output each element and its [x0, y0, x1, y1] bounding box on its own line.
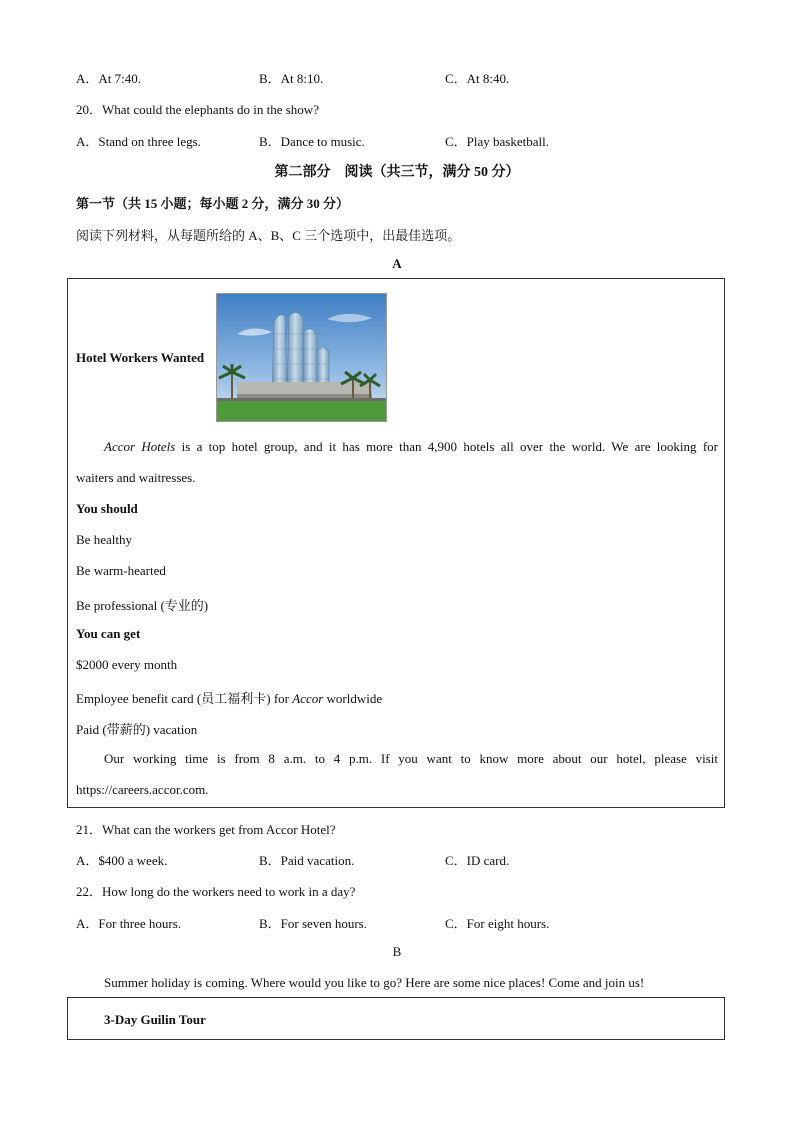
q19-option-c: C．At 8:40. [445, 71, 510, 86]
q20-option-b: B．Dance to music. [259, 134, 365, 149]
should-item-warm-hearted: Be warm-hearted [76, 563, 166, 578]
you-can-get-heading: You can get [76, 626, 141, 641]
get-item-benefit-card: Employee benefit card (员工福利卡) for Accor worldwide [76, 691, 383, 706]
passage-a-letter: A [392, 256, 402, 271]
should-item-healthy: Be healthy [76, 532, 132, 547]
q21-option-b: B．Paid vacation. [259, 853, 355, 868]
get-item-paid-vacation: Paid (带薪的) vacation [76, 722, 198, 737]
passage-a-heading: Hotel Workers Wanted [76, 350, 205, 365]
q21-question: 21．What can the workers get from Accor Hotel? [76, 822, 336, 837]
guilin-tour-title: 3-Day Guilin Tour [104, 1012, 206, 1027]
q19-option-b: B．At 8:10. [259, 71, 324, 86]
q21-option-c: C．ID card. [445, 853, 510, 868]
reading-instructions: 阅读下列材料，从每题所给的 A、B、C 三个选项中，出最佳选项。 [76, 228, 461, 243]
should-item-professional: Be professional (专业的) [76, 598, 209, 613]
section1-title: 第一节（共 15 小题；每小题 2 分，满分 30 分） [76, 196, 350, 211]
q20-question: 20．What could the elephants do in the show? [76, 102, 319, 117]
passage-a-intro-line2: waiters and waitresses. [76, 470, 196, 485]
you-should-heading: You should [76, 501, 138, 516]
q22-option-c: C．For eight hours. [445, 916, 550, 931]
q21-option-a: A．$400 a week. [76, 853, 168, 868]
q19-option-a: A．At 7:40. [76, 71, 142, 86]
careers-url: https://careers.accor.com. [76, 782, 209, 797]
q20-option-a: A．Stand on three legs. [76, 134, 201, 149]
q22-option-b: B．For seven hours. [259, 916, 367, 931]
passage-a-intro-line1: Accor Hotels is a top hotel group, and it has more than 4,900 hotels all over the world. We are looking for [104, 439, 718, 454]
get-item-salary: $2000 every month [76, 657, 178, 672]
passage-b-letter: B [392, 944, 402, 959]
q20-option-c: C．Play basketball. [445, 134, 549, 149]
passage-b-intro: Summer holiday is coming. Where would you like to go? Here are some nice places! Come and join us! [104, 975, 645, 990]
q22-option-a: A．For three hours. [76, 916, 182, 931]
hotel-photo [216, 293, 387, 422]
passage-a-closing-line1: Our working time is from 8 a.m. to 4 p.m. If you want to know more about our hotel, please visit [104, 751, 718, 766]
q22-question: 22．How long do the workers need to work in a day? [76, 884, 356, 899]
part2-title: 第二部分 阅读（共三节，满分 50 分） [274, 165, 520, 180]
accor-hotels-name: Accor Hotels [104, 439, 176, 454]
